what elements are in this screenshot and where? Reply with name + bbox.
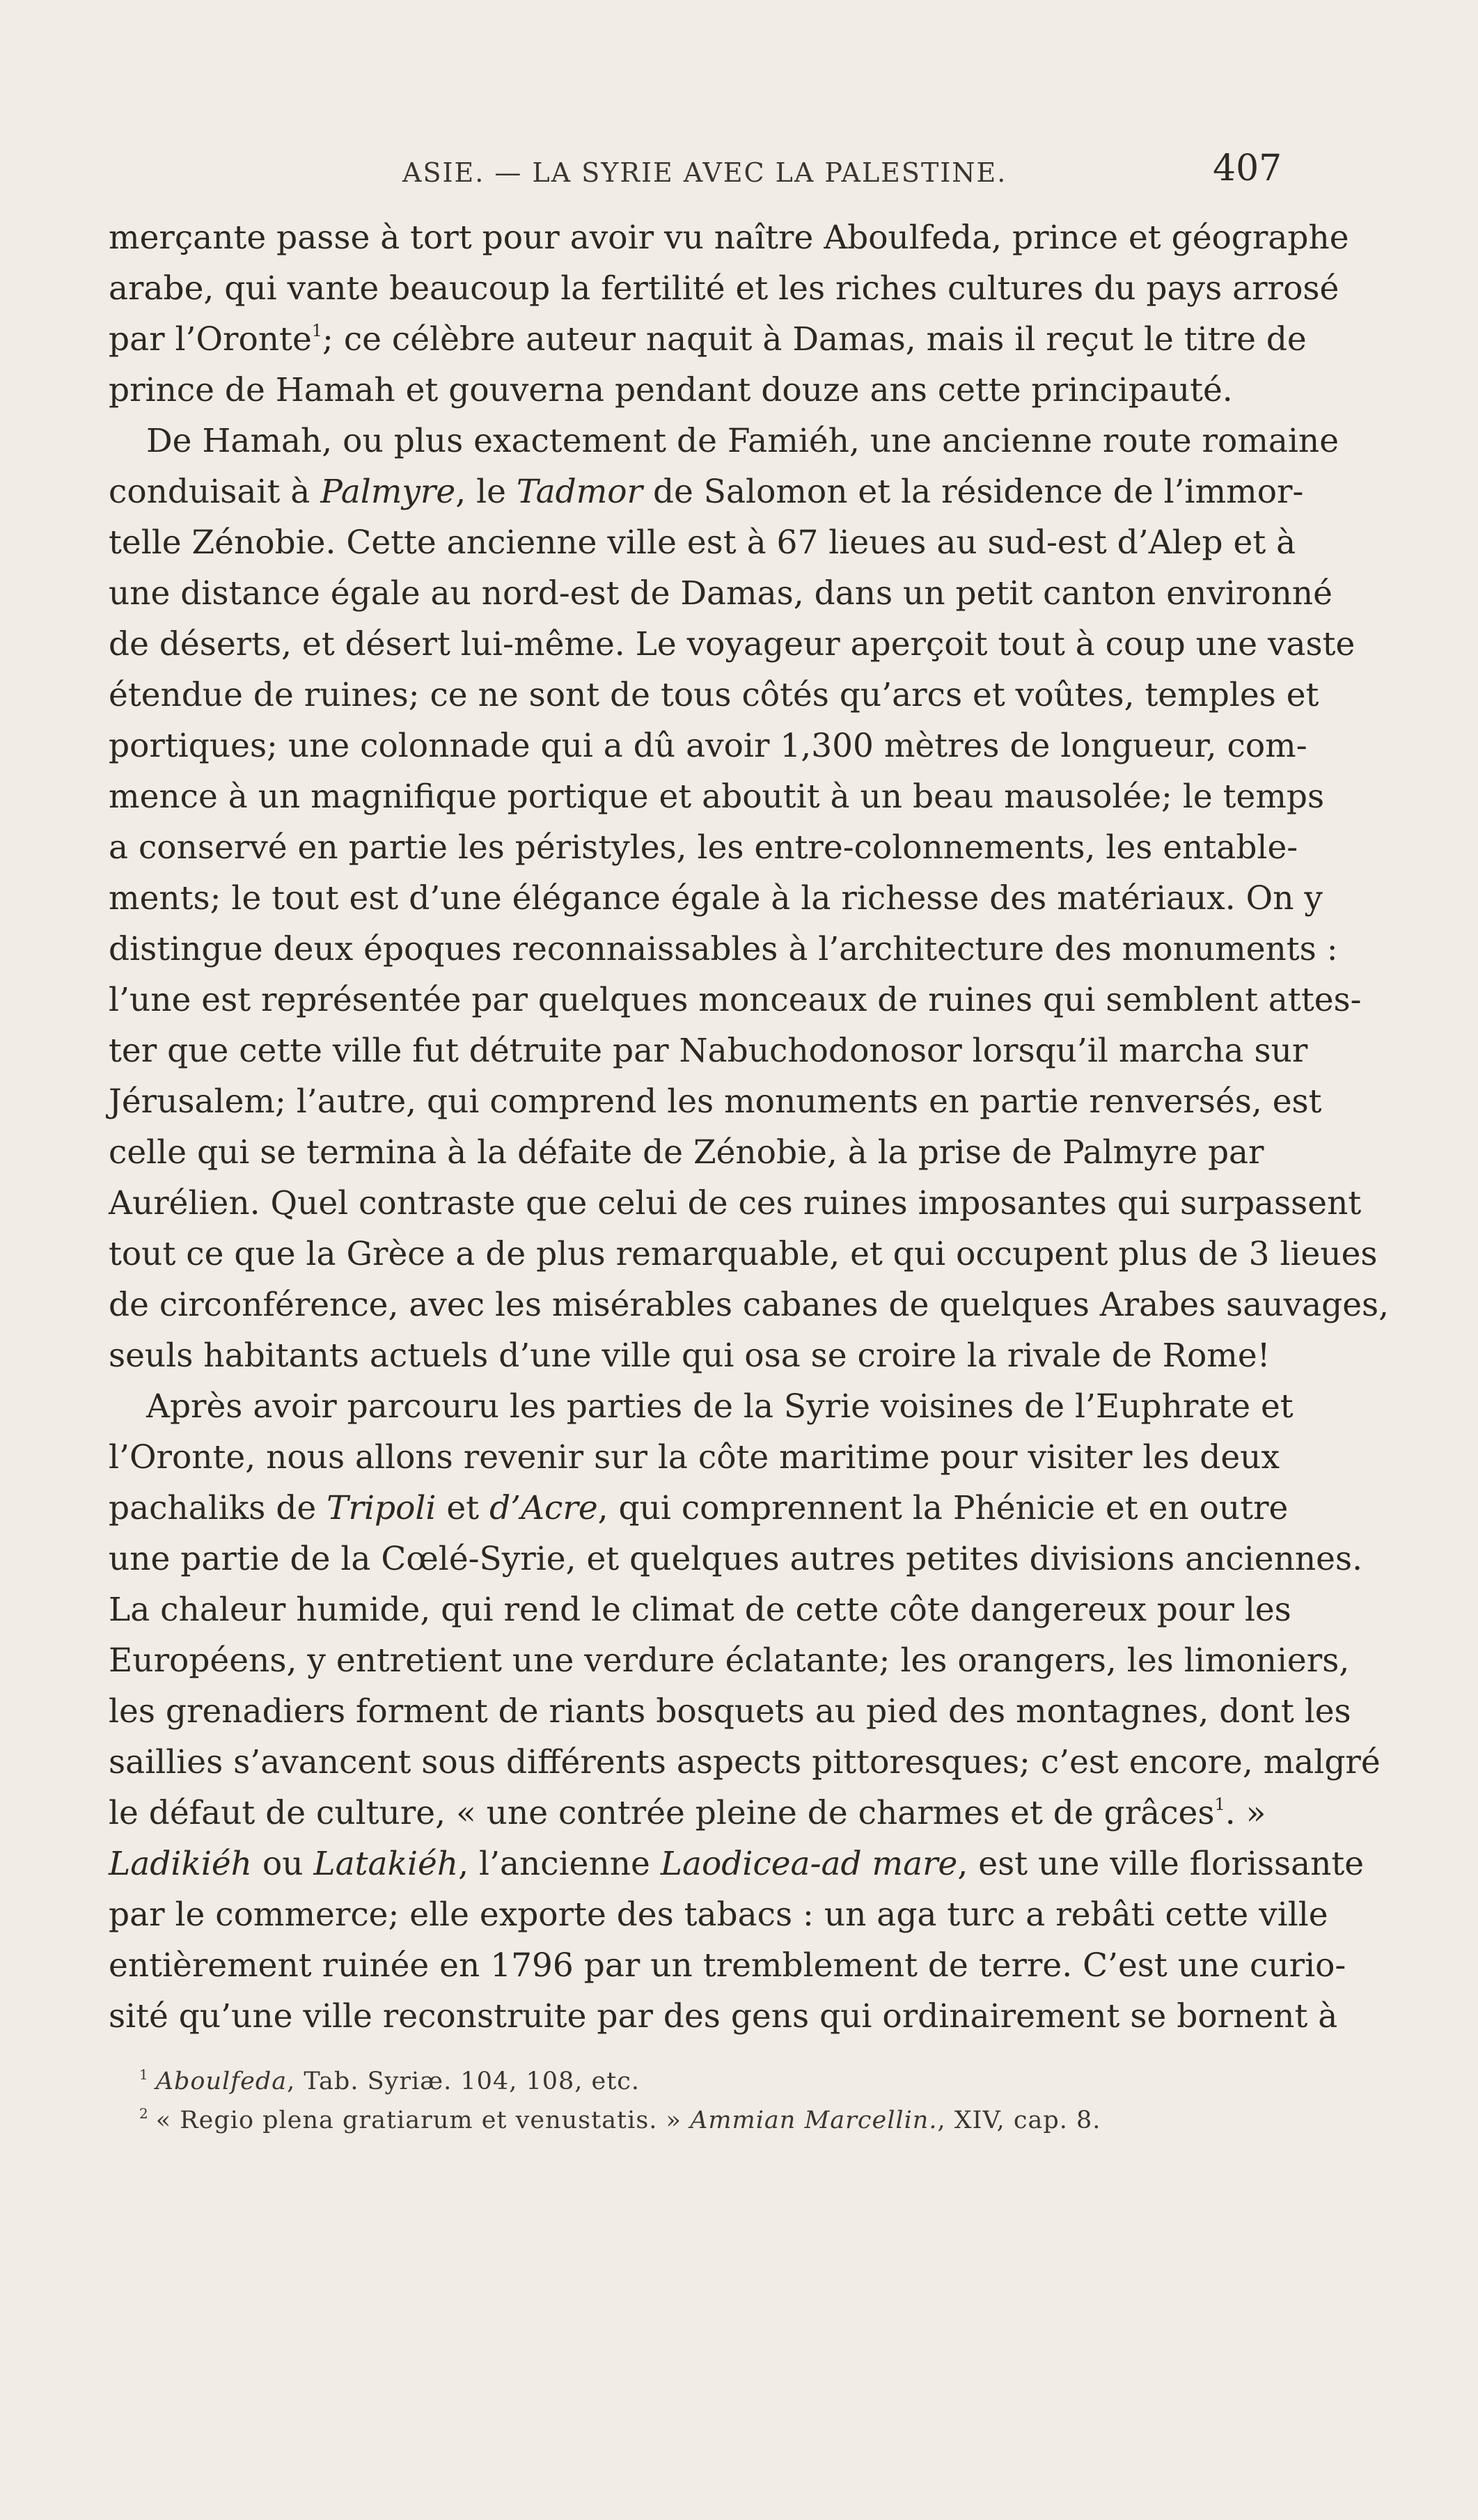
text-line <box>109 1940 1346 1991</box>
text-run: Après avoir parcouru les parties de la Syrie voisines de l’Euphrate et <box>146 1387 1294 1426</box>
text-run: prince de Hamah et gouverna pendant douze ans cette principauté. <box>109 371 1233 409</box>
text-run: , le <box>455 473 517 511</box>
text-line <box>109 619 1355 670</box>
text-line <box>109 517 1296 568</box>
text-run: entièrement ruinée en 1796 par un tremblement de terre. C’est une curio- <box>109 1946 1346 1985</box>
text-line <box>109 1076 1322 1127</box>
text-line <box>109 466 1304 517</box>
text-line <box>109 1330 1271 1381</box>
text-run: , est une ville florissante <box>957 1845 1365 1883</box>
text-run: ter que cette ville fut détruite par Nabuchodonosor lorsqu’il marcha sur <box>109 1032 1308 1070</box>
text-run: étendue de ruines; ce ne sont de tous côtés qu’arcs et voûtes, temples et <box>109 676 1319 714</box>
text-run: par le commerce; elle exporte des tabacs : un aga turc a rebâti cette ville <box>109 1896 1328 1934</box>
text-line <box>109 1737 1381 1788</box>
text-line <box>109 1432 1280 1483</box>
text-line <box>109 924 1338 975</box>
text-run: par l’Oronte <box>109 320 312 359</box>
text-line <box>109 1279 1390 1330</box>
text-run: tout ce que la Grèce a de plus remarquable, et qui occupent plus de 3 lieues <box>109 1235 1378 1273</box>
italic-text: Tripoli <box>327 1489 437 1527</box>
text-run: saillies s’avancent sous différents aspects pittoresques; c’est encore, malgré <box>109 1743 1381 1781</box>
text-run: merçante passe à tort pour avoir vu naître Aboulfeda, prince et géographe <box>109 219 1349 257</box>
text-run: distingue deux époques reconnaissables à l’architecture des monuments : <box>109 930 1338 968</box>
text-run: le défaut de culture, « une contrée pleine de charmes et de grâces <box>109 1794 1215 1832</box>
italic-text: Latakiéh <box>313 1845 459 1883</box>
footnote <box>109 2062 1257 2101</box>
text-line <box>109 822 1298 873</box>
text-line <box>109 263 1339 314</box>
text-run: celle qui se termina à la défaite de Zénobie, à la prise de Palmyre par <box>109 1133 1264 1172</box>
text-line <box>109 1178 1362 1229</box>
text-run: l’Oronte, nous allons revenir sur la côte maritime pour visiter les deux <box>109 1438 1280 1476</box>
text-run: pachaliks de <box>109 1489 327 1527</box>
running-title: ASIE. — LA SYRIE AVEC LA PALESTINE. <box>402 157 1007 188</box>
text-line <box>109 1025 1308 1076</box>
text-line <box>109 416 1339 466</box>
text-run: de déserts, et désert lui-même. Le voyageur aperçoit tout à coup une vaste <box>109 625 1355 663</box>
text-line <box>109 1686 1351 1737</box>
text-line <box>109 1229 1378 1279</box>
text-line <box>109 1584 1291 1635</box>
text-run: les grenadiers forment de riants bosquets au pied des montagnes, dont les <box>109 1692 1351 1731</box>
text-run: ou <box>251 1845 314 1883</box>
text-line <box>109 1534 1363 1584</box>
text-run: , l’ancienne <box>458 1845 661 1883</box>
text-line <box>109 212 1349 263</box>
text-line <box>109 720 1307 771</box>
text-run: une partie de la Cœlé-Syrie, et quelques autres petites divisions anciennes. <box>109 1540 1363 1578</box>
text-run: , qui comprennent la Phénicie et en outre <box>597 1489 1289 1527</box>
page-number: 407 <box>1213 148 1282 189</box>
text-run: portiques; une colonnade qui a dû avoir 1,300 mètres de longueur, com- <box>109 727 1307 765</box>
text-line <box>109 1635 1350 1686</box>
footnote-ref: 1 <box>311 321 323 340</box>
text-line <box>109 975 1362 1025</box>
text-run: Aurélien. Quel contraste que celui de ces ruines imposantes qui surpassent <box>109 1184 1362 1222</box>
text-line <box>109 1889 1328 1940</box>
text-line <box>109 1381 1294 1432</box>
text-run: La chaleur humide, qui rend le climat de cette côte dangereux pour les <box>109 1591 1291 1629</box>
footnote-marker: 1 <box>139 2066 149 2083</box>
footnote-marker: 2 <box>139 2105 149 2122</box>
text-run: mence à un magnifique portique et aboutit à un beau mausolée; le temps <box>109 778 1325 816</box>
text-run: seuls habitants actuels d’une ville qui osa se croire la rivale de Rome! <box>109 1337 1271 1375</box>
text-run: une distance égale au nord-est de Damas, dans un petit canton environné <box>109 574 1332 613</box>
italic-text: Ammian Marcellin. <box>690 2106 938 2134</box>
text-line <box>109 1483 1289 1534</box>
italic-text: Laodicea-ad mare <box>660 1845 958 1883</box>
text-line <box>109 771 1325 822</box>
italic-text: Ladikiéh <box>109 1845 252 1883</box>
text-run: telle Zénobie. Cette ancienne ville est à 67 lieues au sud-est d’Alep et à <box>109 523 1296 562</box>
text-run: « Regio plena gratiarum et venustatis. » <box>155 2106 691 2134</box>
italic-text: Palmyre <box>320 473 456 511</box>
text-run: Jérusalem; l’autre, qui comprend les monuments en partie renversés, est <box>109 1082 1322 1121</box>
text-run: , XIV, cap. 8. <box>937 2106 1101 2134</box>
text-run: de circonférence, avec les misérables cabanes de quelques Arabes sauvages, <box>109 1286 1390 1324</box>
text-run: l’une est représentée par quelques monceaux de ruines qui semblent attes- <box>109 981 1362 1019</box>
text-run: arabe, qui vante beaucoup la fertilité et les riches cultures du pays arrosé <box>109 269 1339 308</box>
text-line <box>109 1788 1266 1838</box>
text-line <box>109 1991 1338 2042</box>
text-line <box>109 670 1319 720</box>
text-run: conduisait à <box>109 473 321 511</box>
text-run: De Hamah, ou plus exactement de Famiéh, une ancienne route romaine <box>146 422 1339 460</box>
italic-text: d’Acre <box>489 1489 598 1527</box>
text-line <box>109 1838 1365 1889</box>
text-run: . » <box>1225 1794 1266 1832</box>
text-run: sité qu’une ville reconstruite par des gens qui ordinairement se bornent à <box>109 1997 1338 2035</box>
footnote-ref: 1 <box>1214 1795 1225 1814</box>
text-run: , Tab. Syriæ. 104, 108, etc. <box>287 2068 640 2095</box>
text-run: de Salomon et la résidence de l’immor- <box>643 473 1304 511</box>
footnote <box>109 2101 1257 2140</box>
text-line <box>109 873 1323 924</box>
text-run: a conservé en partie les péristyles, les entre-colonnements, les entable- <box>109 828 1298 867</box>
text-line <box>109 365 1257 416</box>
text-run: ments; le tout est d’une élégance égale à la richesse des matériaux. On y <box>109 879 1323 918</box>
text-run: et <box>436 1489 490 1527</box>
text-line <box>109 1127 1264 1178</box>
text-line <box>109 568 1332 619</box>
text-line <box>109 314 1307 365</box>
footnotes <box>109 2062 1257 2140</box>
italic-text: Tadmor <box>516 473 643 511</box>
text-run: ; ce célèbre auteur naquit à Damas, mais il reçut le titre de <box>322 320 1307 359</box>
italic-text: Aboulfeda <box>155 2068 288 2095</box>
text-run: Européens, y entretient une verdure éclatante; les orangers, les limoniers, <box>109 1641 1350 1680</box>
running-head <box>0 148 1478 203</box>
body-text <box>109 212 1390 2042</box>
